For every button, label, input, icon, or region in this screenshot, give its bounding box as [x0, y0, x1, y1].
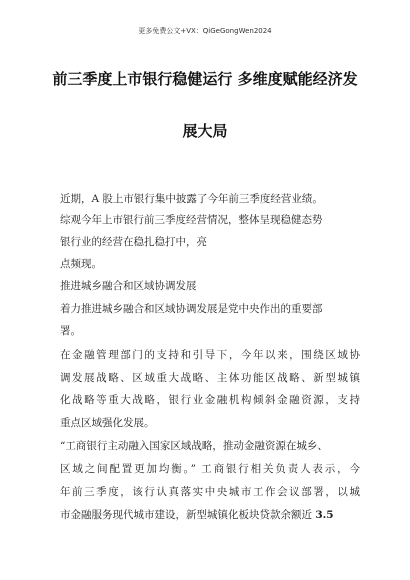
body-line: 区域之间配置更加均衡。” 工商银行相关负责人表示，今 — [60, 463, 360, 475]
loan-balance-number: 3.5 — [315, 509, 334, 521]
document-title-line-2: 展大局 — [182, 122, 228, 140]
body-line: 着力推进城乡融合和区域协调发展是党中央作出的重要部 — [60, 303, 323, 315]
body-line: 署。 — [60, 325, 81, 337]
body-line-last — [60, 505, 360, 527]
body-line: 年前三季度，该行认真落实中央城市工作会议部署，以城 — [60, 486, 360, 498]
document-title-line-1: 前三季度上市银行稳健运行 多维度赋能经济发 — [52, 70, 358, 88]
body-line: 调发展战略、区域重大战略、主体功能区战略、新型城镇 — [60, 372, 360, 384]
body-line: 银行业的经营在稳扎稳打中，亮 — [60, 236, 207, 248]
header-note: 更多免费公文+VX：QiGeGongWen2024 — [138, 27, 272, 35]
body-line-text: 市金融服务现代城市建设，新型城镇化板块贷款余额近 — [60, 509, 316, 521]
body-line: 化战略等重大战略，银行业金融机构倾斜金融资源，支持 — [60, 394, 360, 406]
body-line: 重点区域强化发展。 — [60, 417, 155, 429]
body-line: 综观今年上市银行前三季度经营情况，整体呈现稳健态势 — [60, 214, 323, 226]
body-line: 近期，A 股上市银行集中披露了今年前三季度经营业绩。 — [60, 193, 323, 205]
body-line: “工商银行主动融入国家区域战略，推动金融资源在城乡、 — [60, 440, 328, 452]
body-line: 在金融管理部门的支持和引导下，今年以来，围绕区域协 — [60, 349, 360, 361]
body-line: 点频现。 — [60, 258, 102, 270]
body-line: 推进城乡融合和区域协调发展 — [60, 280, 197, 292]
